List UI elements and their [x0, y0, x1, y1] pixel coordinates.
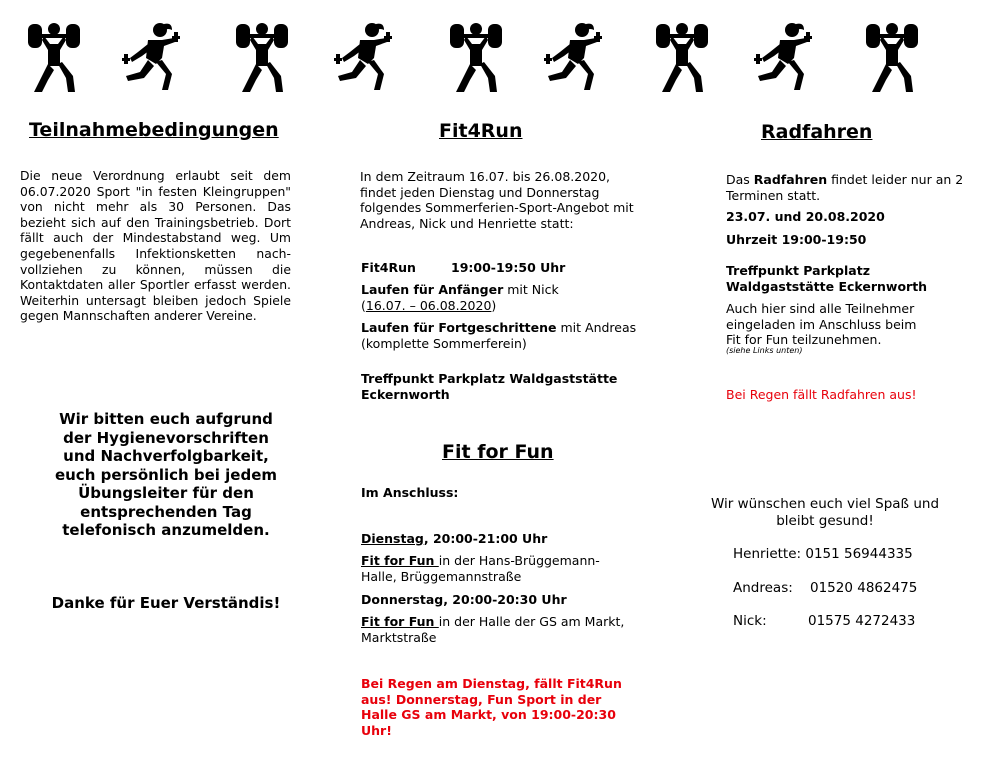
cycling-links-note: (siehe Links unten)	[726, 346, 803, 355]
cycling-intro	[726, 172, 976, 203]
runner-icon	[118, 18, 188, 96]
heading-fit4run: Fit4Run	[439, 120, 523, 142]
cycling-time: Uhrzeit 19:00-19:50	[726, 232, 867, 247]
fit4run-rain-note: Bei Regen am Dienstag, fällt Fit4Run aus! Donnerstag, Fun Sport in der Halle GS am Markt, von 19:00-20:30 Uhr!	[361, 676, 622, 738]
beginners-trainer: mit Nick	[503, 282, 559, 297]
weightlifter-icon	[646, 18, 716, 96]
cycling-invite: Auch hier sind alle Teilnehmer eingeladen im Anschluss beim Fit for Fun teilzunehmen.	[726, 301, 917, 347]
fit4run-time: 19:00-19:50 Uhr	[451, 260, 566, 275]
contact-phone: 01520 4862475	[810, 579, 918, 596]
contact-row	[733, 613, 963, 647]
contact-name: Henriette:	[733, 546, 802, 562]
cycling-meeting: Treffpunkt Parkplatz Waldgaststätte Eckernworth	[726, 263, 928, 294]
advanced-note: (komplette Sommerferein)	[361, 335, 527, 351]
contact-name: Nick:	[733, 613, 767, 629]
tuesday-time: , 20:00-21:00 Uhr	[423, 531, 548, 546]
tuesday-place: in der Hans-Brüggemann-Halle, Brüggemannstraße	[361, 553, 600, 584]
weightlifter-icon	[440, 18, 510, 96]
cycling-dates: 23.07. und 20.08.2020	[726, 209, 885, 224]
contact-phone: 0151 56944335	[805, 546, 913, 562]
tuesday-location	[361, 553, 611, 584]
beginners-label: Laufen für Anfänger	[361, 282, 504, 297]
fit4run-time-row	[361, 260, 661, 276]
runner-icon	[750, 18, 820, 96]
cycling-intro-bold: Radfahren	[753, 172, 828, 187]
heading-participation: Teilnahmebedingungen	[29, 119, 279, 141]
fit4run-meeting: Treffpunkt Parkplatz Waldgaststätte Eckernworth	[361, 371, 618, 402]
beginners-dates: 16.07. – 06.08.2020	[365, 297, 492, 313]
advanced-trainer: mit Andreas	[556, 320, 637, 335]
thursday-place: in der Halle der GS am Markt, Marktstraße	[361, 614, 625, 645]
following-label: Im Anschluss:	[361, 485, 459, 500]
tuesday-block	[361, 531, 651, 547]
cycling-intro-post: findet leider nur an 2 Terminen statt.	[726, 172, 964, 203]
advanced-block	[361, 320, 661, 351]
runner-icon	[540, 18, 610, 96]
heading-fit-for-fun: Fit for Fun	[442, 441, 554, 463]
thursday-time: Donnerstag, 20:00-20:30 Uhr	[361, 592, 567, 607]
contact-phone: 01575 4272433	[808, 613, 916, 629]
thanks-text: Danke für Euer Verständis!	[51, 594, 281, 612]
wishes-text: Wir wünschen euch viel Spaß und bleibt gesund!	[710, 496, 940, 529]
cycling-rain-note: Bei Regen fällt Radfahren aus!	[726, 387, 917, 402]
weightlifter-icon	[18, 18, 88, 96]
beginners-block: Laufen für Anfänger mit Nick (16.07. – 06.08.2020)	[361, 282, 559, 313]
contact-name: Andreas:	[733, 579, 793, 596]
fit4run-label: Fit4Run	[361, 260, 416, 275]
cycling-intro-pre: Das	[726, 172, 754, 187]
advanced-label: Laufen für Fortgeschrittene	[361, 320, 557, 335]
tuesday-fitforfun-label: Fit for Fun	[361, 553, 439, 568]
registration-notice: Wir bitten euch aufgrund der Hygienevorschriften und Nachverfolgbarkeit, euch persönlich bei jedem Übungsleiter für den entsprechenden Tag telefonisch anzumelden.	[54, 410, 278, 539]
heading-cycling: Radfahren	[761, 121, 873, 143]
thursday-location	[361, 614, 641, 645]
runner-icon	[330, 18, 400, 96]
participation-text: Die neue Verordnung erlaubt seit dem 06.07.2020 Sport "in festen Kleingruppen" von nicht mehr als 30 Personen. Das bezieht sich auf den Trainingsbetrieb. Dort fällt auch der Mindestabstand weg. Um gegebenenfalls Infektionsketten nach-vollziehen zu können, müssen die Kontaktdaten aller Sportler erfasst werden. Weiterhin untersagt bleiben jedoch Spiele gegen Mannschaften anderer Vereine.	[20, 168, 291, 324]
contact-row	[733, 546, 963, 580]
fit4run-intro: In dem Zeitraum 16.07. bis 26.08.2020, findet jeden Dienstag und Donnerstag folgendes Sommerferien-Sport-Angebot mit Andreas, Nick und Henriette statt:	[360, 169, 634, 231]
contact-row	[733, 580, 963, 614]
thursday-fitforfun-label: Fit for Fun	[361, 614, 439, 629]
weightlifter-icon	[856, 18, 926, 96]
contact-list	[733, 546, 963, 647]
weightlifter-icon	[226, 18, 296, 96]
tuesday-day: Dienstag	[361, 531, 424, 546]
